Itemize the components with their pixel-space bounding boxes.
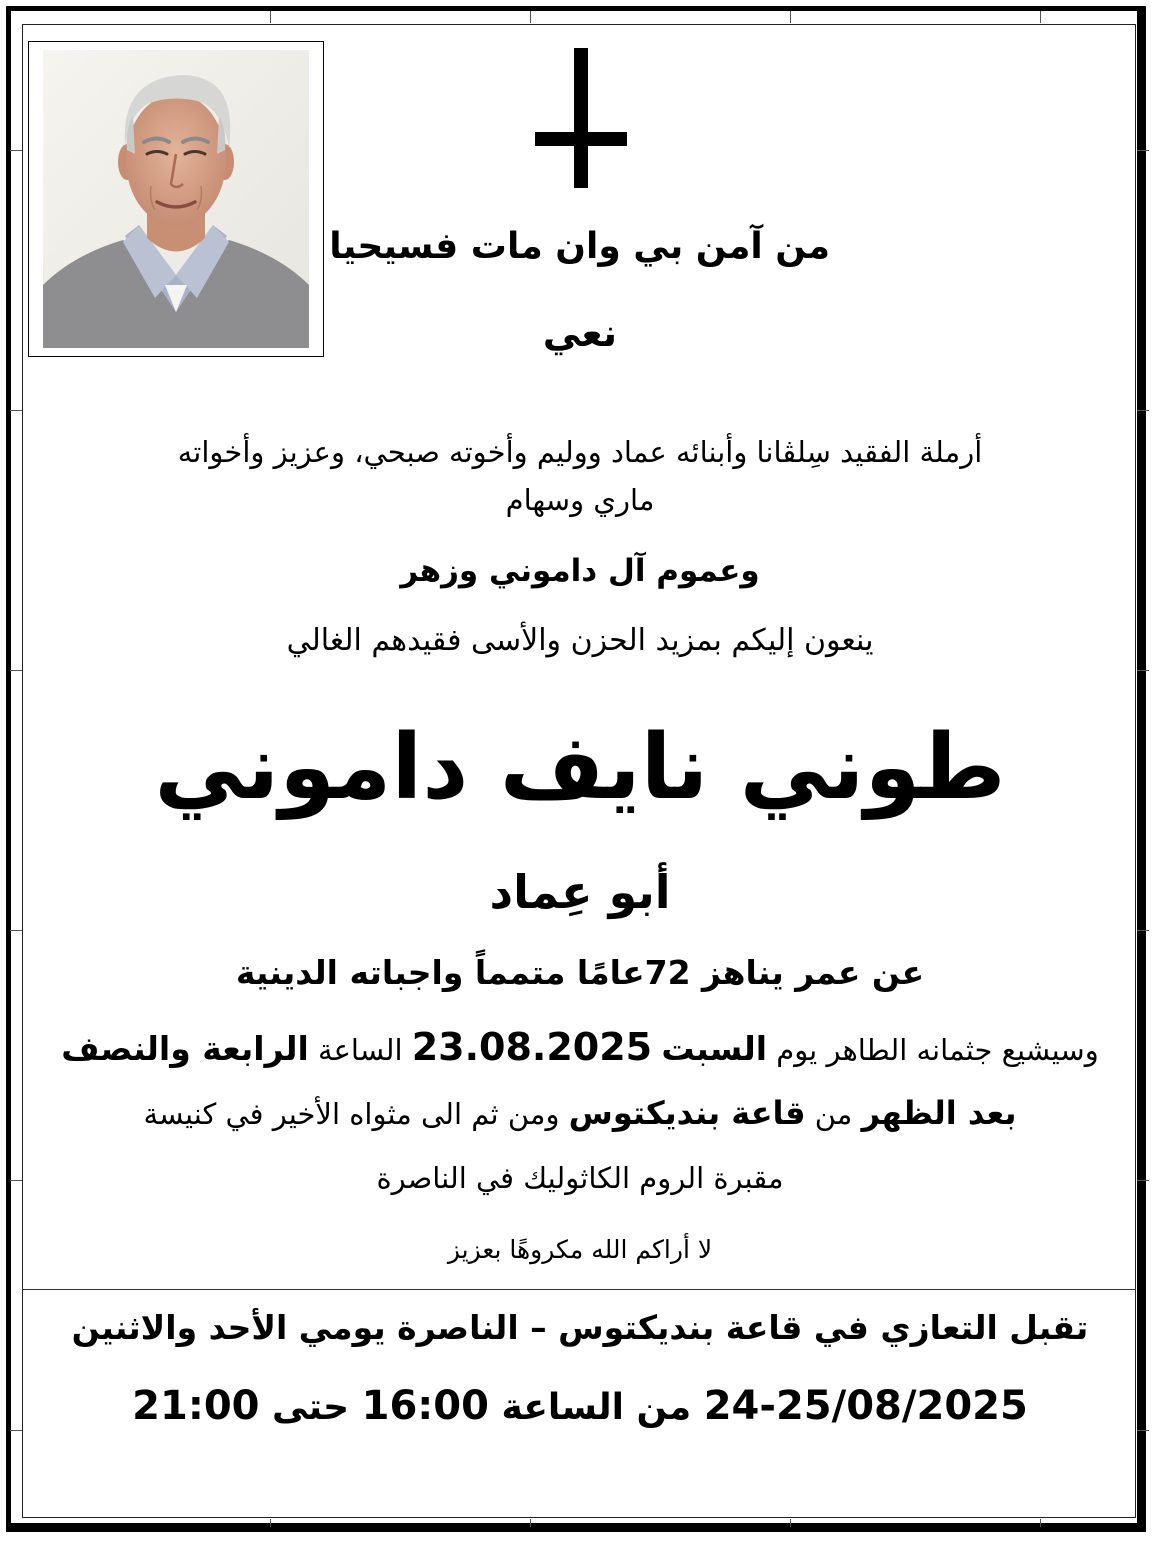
families-line: وعموم آل داموني وزهر: [400, 553, 760, 589]
section-divider: [22, 1289, 1136, 1290]
funeral-from: من: [805, 1097, 862, 1131]
portrait-frame: [28, 41, 324, 357]
frame-tick: [1137, 1430, 1149, 1431]
funeral-line-1: [30, 1022, 1130, 1075]
condolence-line: تقبل التعازي في قاعة بنديكتوس – الناصرة يومي الأحد والاثنين: [71, 1308, 1089, 1347]
frame-tick: [10, 930, 22, 931]
condolence-until: حتى: [259, 1387, 362, 1428]
frame-tick: [530, 11, 531, 23]
frame-tick: [530, 1519, 531, 1527]
age-line: عن عمر يناهز 72عامًا متمماً واجباته الدينية: [235, 953, 925, 992]
frame-tick: [10, 150, 22, 151]
condolence-start: 16:00: [361, 1383, 489, 1429]
frame-tick: [790, 11, 791, 23]
obituary-heading: نعي: [542, 311, 618, 355]
frame-tick: [1040, 1519, 1041, 1527]
frame-tick: [1137, 410, 1149, 411]
frame-tick: [10, 1180, 22, 1181]
funeral-line-3: مقبرة الروم الكاثوليك في الناصرة: [376, 1161, 784, 1195]
condolence-times: [100, 1378, 1060, 1436]
funeral-time: الرابعة والنصف: [61, 1029, 309, 1068]
frame-tick: [10, 670, 22, 671]
funeral-afternoon: بعد الظهر: [861, 1094, 1017, 1132]
funeral-time-label: الساعة: [308, 1033, 412, 1067]
portrait-illustration: [43, 50, 309, 348]
condolence-from: من الساعة: [488, 1387, 704, 1428]
frame-tick: [1137, 1180, 1149, 1181]
funeral-intro: وسيشيع جثمانه الطاهر يوم: [767, 1033, 1099, 1067]
funeral-burial: ومن ثم الى مثواه الأخير في كنيسة: [143, 1097, 569, 1131]
frame-tick: [270, 11, 271, 23]
frame-tick: [10, 1430, 22, 1431]
nickname: أبو عِماد: [489, 865, 671, 919]
funeral-line-2: [60, 1088, 1100, 1139]
mourners-line-1: أرملة الفقيد سِلڤانا وأبنائه عماد ووليم وأخوته صبحي، وعزيز وأخواته: [177, 435, 983, 469]
frame-tick: [1137, 670, 1149, 671]
funeral-day: السبت: [661, 1029, 768, 1068]
frame-tick: [1137, 930, 1149, 931]
frame-tick: [1040, 11, 1041, 23]
mourners-line-2: ماري وسهام: [505, 483, 655, 517]
verse-text: من آمن بي وان مات فسيحيا: [329, 226, 830, 267]
frame-tick: [1137, 150, 1149, 151]
cross-icon: [535, 48, 627, 188]
funeral-date: 23.08.2025: [411, 1025, 653, 1069]
closing-wish: لا أراكم الله مكروهًا بعزيز: [447, 1235, 713, 1264]
deceased-name: طوني نايف داموني: [154, 715, 1006, 820]
condolence-dates: 24-25/08/2025: [703, 1383, 1028, 1429]
announcement-line: ينعون إليكم بمزيد الحزن والأسى فقيدهم الغالي: [286, 623, 874, 658]
frame-tick: [790, 1519, 791, 1527]
funeral-hall: قاعة بنديكتوس: [568, 1094, 806, 1132]
portrait-photo: [43, 50, 309, 348]
condolence-end: 21:00: [132, 1383, 260, 1429]
frame-tick: [10, 410, 22, 411]
frame-tick: [270, 1519, 271, 1527]
